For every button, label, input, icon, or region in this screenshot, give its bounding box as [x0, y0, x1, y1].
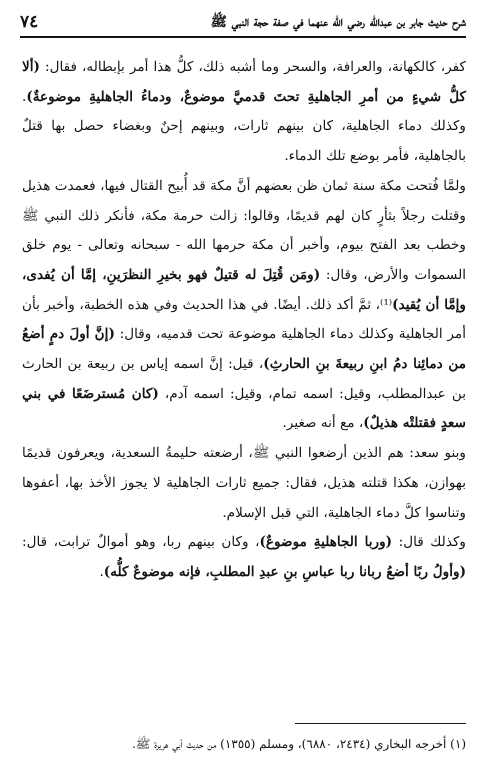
paragraph-1: [22, 53, 466, 172]
footnote-rule: [295, 723, 466, 724]
hadith-quote: (وربا الجاهليةِ موضوعٌ): [259, 534, 393, 551]
running-title: شرح حديث جابر بن عبدالله رضي الله عنهما في صفة حجة النبي ﷺ: [210, 14, 466, 30]
text-run: ولمَّا فُتحت مكة سنة ثمان ظن بعضهم أنَّ مكة قد أُبيح القتال فيها، فعمدت هذيل وقتلت رجلاً بثأرٍ كان لهم قديمًا، وقالوا: زالت حرمة مكة، فأنكر ذلك النبي ﷺ وخطب بعد الفتح بيوم، وأخبر أن مكة حرمها الله - سبحانه وتعالى - يوم خلق السموات والأرض، وقال:: [22, 177, 466, 283]
body-text: [22, 53, 466, 588]
hadith-quote: (وأولُ ربًا أضعُ ربانا ربا عباسِ بنِ عبدِ المطلبِ، فإنه موضوعٌ كلُّه): [103, 563, 466, 580]
hadith-quote: (كان مُسترضَعًا في بني سعدٍ فقتلتْه هذيلٌ): [22, 385, 466, 432]
page-number: ٧٤: [20, 12, 39, 32]
paragraph-3: وبنو سعد: هم الذين أرضعوا النبي ﷺ، أرضعته حليمةُ السعدية، ويعرفون قديمًا بهوازن، هكذا قتلته هذيل، فقال: جميع ثارات الجاهلية لا يجوز الأخذ بها، أعفوها وتناسوا كلَّ دماء الجاهلية، التي قبل الإسلام.: [22, 445, 466, 521]
text-run: ، قيل: إنَّ اسمه إياس بن ربيعة بن الحارث بن عبدالمطلب، وقيل: اسمه تمام، وقيل: اسمه آدم،: [22, 356, 466, 402]
text-run: وكذلك قال:: [392, 534, 466, 551]
hadith-quote: (ومَن قُتِلَ له قتيلٌ فهو بخيرِ النظرَينِ، إمَّا أن يُفدى، وإمَّا أن يُقيد): [22, 266, 466, 313]
paragraph-2: [22, 172, 466, 439]
page-header: [20, 9, 466, 35]
hadith-quote: (ألا كلُّ شيءٍ من أمرِ الجاهليةِ تحتَ قدميَّ موضوعٌ، ودماءُ الجاهليةِ موضوعةٌ): [22, 59, 466, 105]
text-run: ، وكان بينهم ربا، وهو أموالٌ ترابت، قال:: [22, 534, 260, 551]
text-run: . وكذلك دماء الجاهلية، كان بينهم ثارات، وبينهم إحنٌ وبغضاء حصل بها قتلٌ بالجاهلية، فأمر بوضع تلك الدماء.: [22, 88, 466, 165]
text-run: ⁽¹⁾، ثمَّ أكد ذلك. أيضًا. في هذا الحديث وفي هذه الخطبة، وأخبر بأن أمر الجاهلية وكذلك دماء الجاهلية موضوعة تحت قدميه، وقال:: [22, 296, 466, 343]
header-rule: [20, 36, 466, 38]
text-run: ، مع أنه صغير.: [282, 415, 364, 432]
text-run: كفر، كالكهانة، والعرافة، والسحر وما أشبه ذلك، كلُّ هذا أمر بإبطاله، فقال:: [39, 59, 466, 75]
footnote: (١) أخرجه البخاري (٢٤٣٤، ٦٨٨٠)، ومسلم (١٣٥٥) من حديث أبي هريرة ﷺ.: [132, 737, 466, 751]
hadith-quote: (إنَّ أولَ دمٍ أضعُ من دمائِنا دمُ ابنِ ربيعةَ بنِ الحارثِ): [22, 326, 467, 373]
text-run: .: [99, 563, 104, 580]
paragraph-4: [22, 528, 466, 587]
